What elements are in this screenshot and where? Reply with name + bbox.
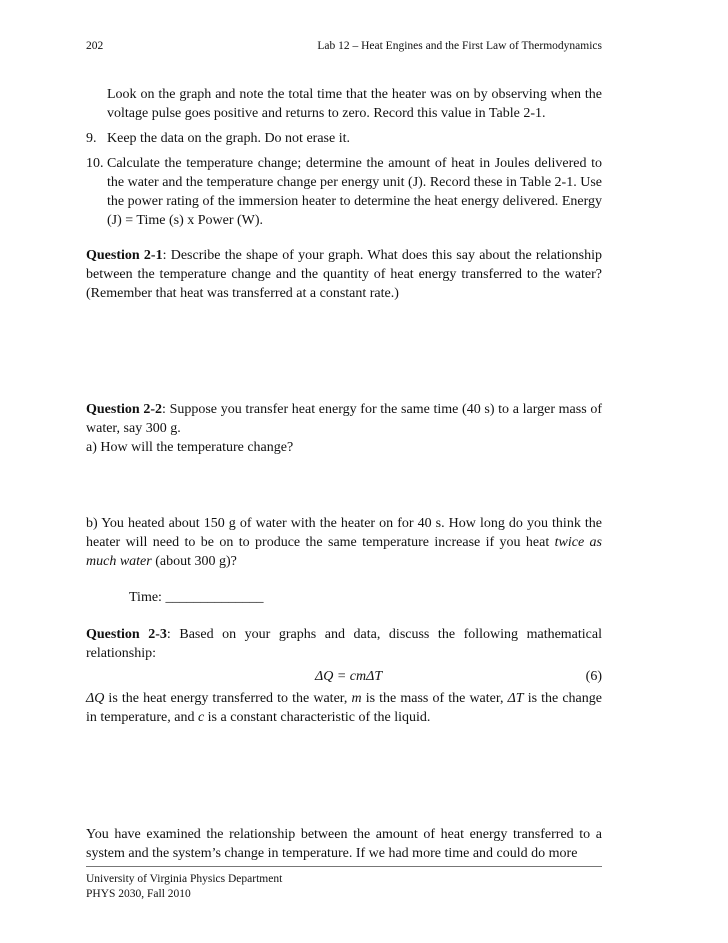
step-10	[86, 154, 602, 230]
question-text: : Describe the shape of your graph. What does this say about the relationship between the temperature change and the quantity of heat energy transferred to the water? (Remember that heat was transferred at a constant rate.)	[86, 248, 602, 301]
closing-paragraph: You have examined the relationship between the amount of heat energy transferred to a system and the system’s change in temperature. If we had more time and could do more	[86, 827, 602, 861]
time-answer-line: Time: ______________	[129, 590, 264, 605]
equation-formula: ΔQ = cmΔT	[315, 669, 383, 684]
question-text: : Based on your graphs and data, discuss the following mathematical relationship:	[86, 627, 602, 661]
step-number: 9.	[86, 131, 97, 146]
footer-institution: University of Virginia Physics Department	[86, 873, 283, 885]
question-label: Question 2-2	[86, 402, 163, 417]
question-2-2-part-a: a) How will the temperature change?	[86, 440, 294, 455]
intro-paragraph: Look on the graph and note the total time that the heater was on by observing when the voltage pulse goes positive and returns to zero. Record this value in Table 2-1.	[107, 87, 602, 121]
equation-6	[86, 667, 602, 689]
emphasis: twice as much water	[86, 535, 602, 569]
step-text: Keep the data on the graph. Do not erase it.	[107, 131, 350, 146]
equation-number: (6)	[585, 669, 602, 684]
equation-definitions: ΔQ is the heat energy transferred to the water, m is the mass of the water, ΔT is the change in temperature, and c is a constant characteristic of the liquid.	[86, 691, 602, 725]
footer-course: PHYS 2030, Fall 2010	[86, 888, 191, 900]
running-title: Lab 12 – Heat Engines and the First Law of Thermodynamics	[317, 40, 602, 52]
question-2-2-part-b: b) You heated about 150 g of water with the heater on for 40 s. How long do you think the heater will need to be on to produce the same temperature increase if you heat twice as much water (about 300 g)?	[86, 516, 602, 569]
question-label: Question 2-1	[86, 248, 163, 263]
step-number: 10.	[86, 156, 104, 171]
page-body	[86, 85, 602, 863]
question-2-2	[86, 400, 602, 438]
step-text: Calculate the temperature change; determine the amount of heat in Joules delivered to the water and the temperature change per energy unit (J). Record these in Table 2-1. Use the power rating of the immersion heater to determine the heat energy delivered. Energy (J) = Time (s) x Power (W).	[107, 156, 602, 228]
step-9	[86, 129, 602, 148]
question-2-3	[86, 625, 602, 663]
question-label: Question 2-3	[86, 627, 167, 642]
question-2-1	[86, 246, 602, 303]
page-number: 202	[86, 40, 104, 52]
page-footer	[86, 866, 602, 902]
question-text: : Suppose you transfer heat energy for the same time (40 s) to a larger mass of water, say 300 g.	[86, 402, 602, 436]
